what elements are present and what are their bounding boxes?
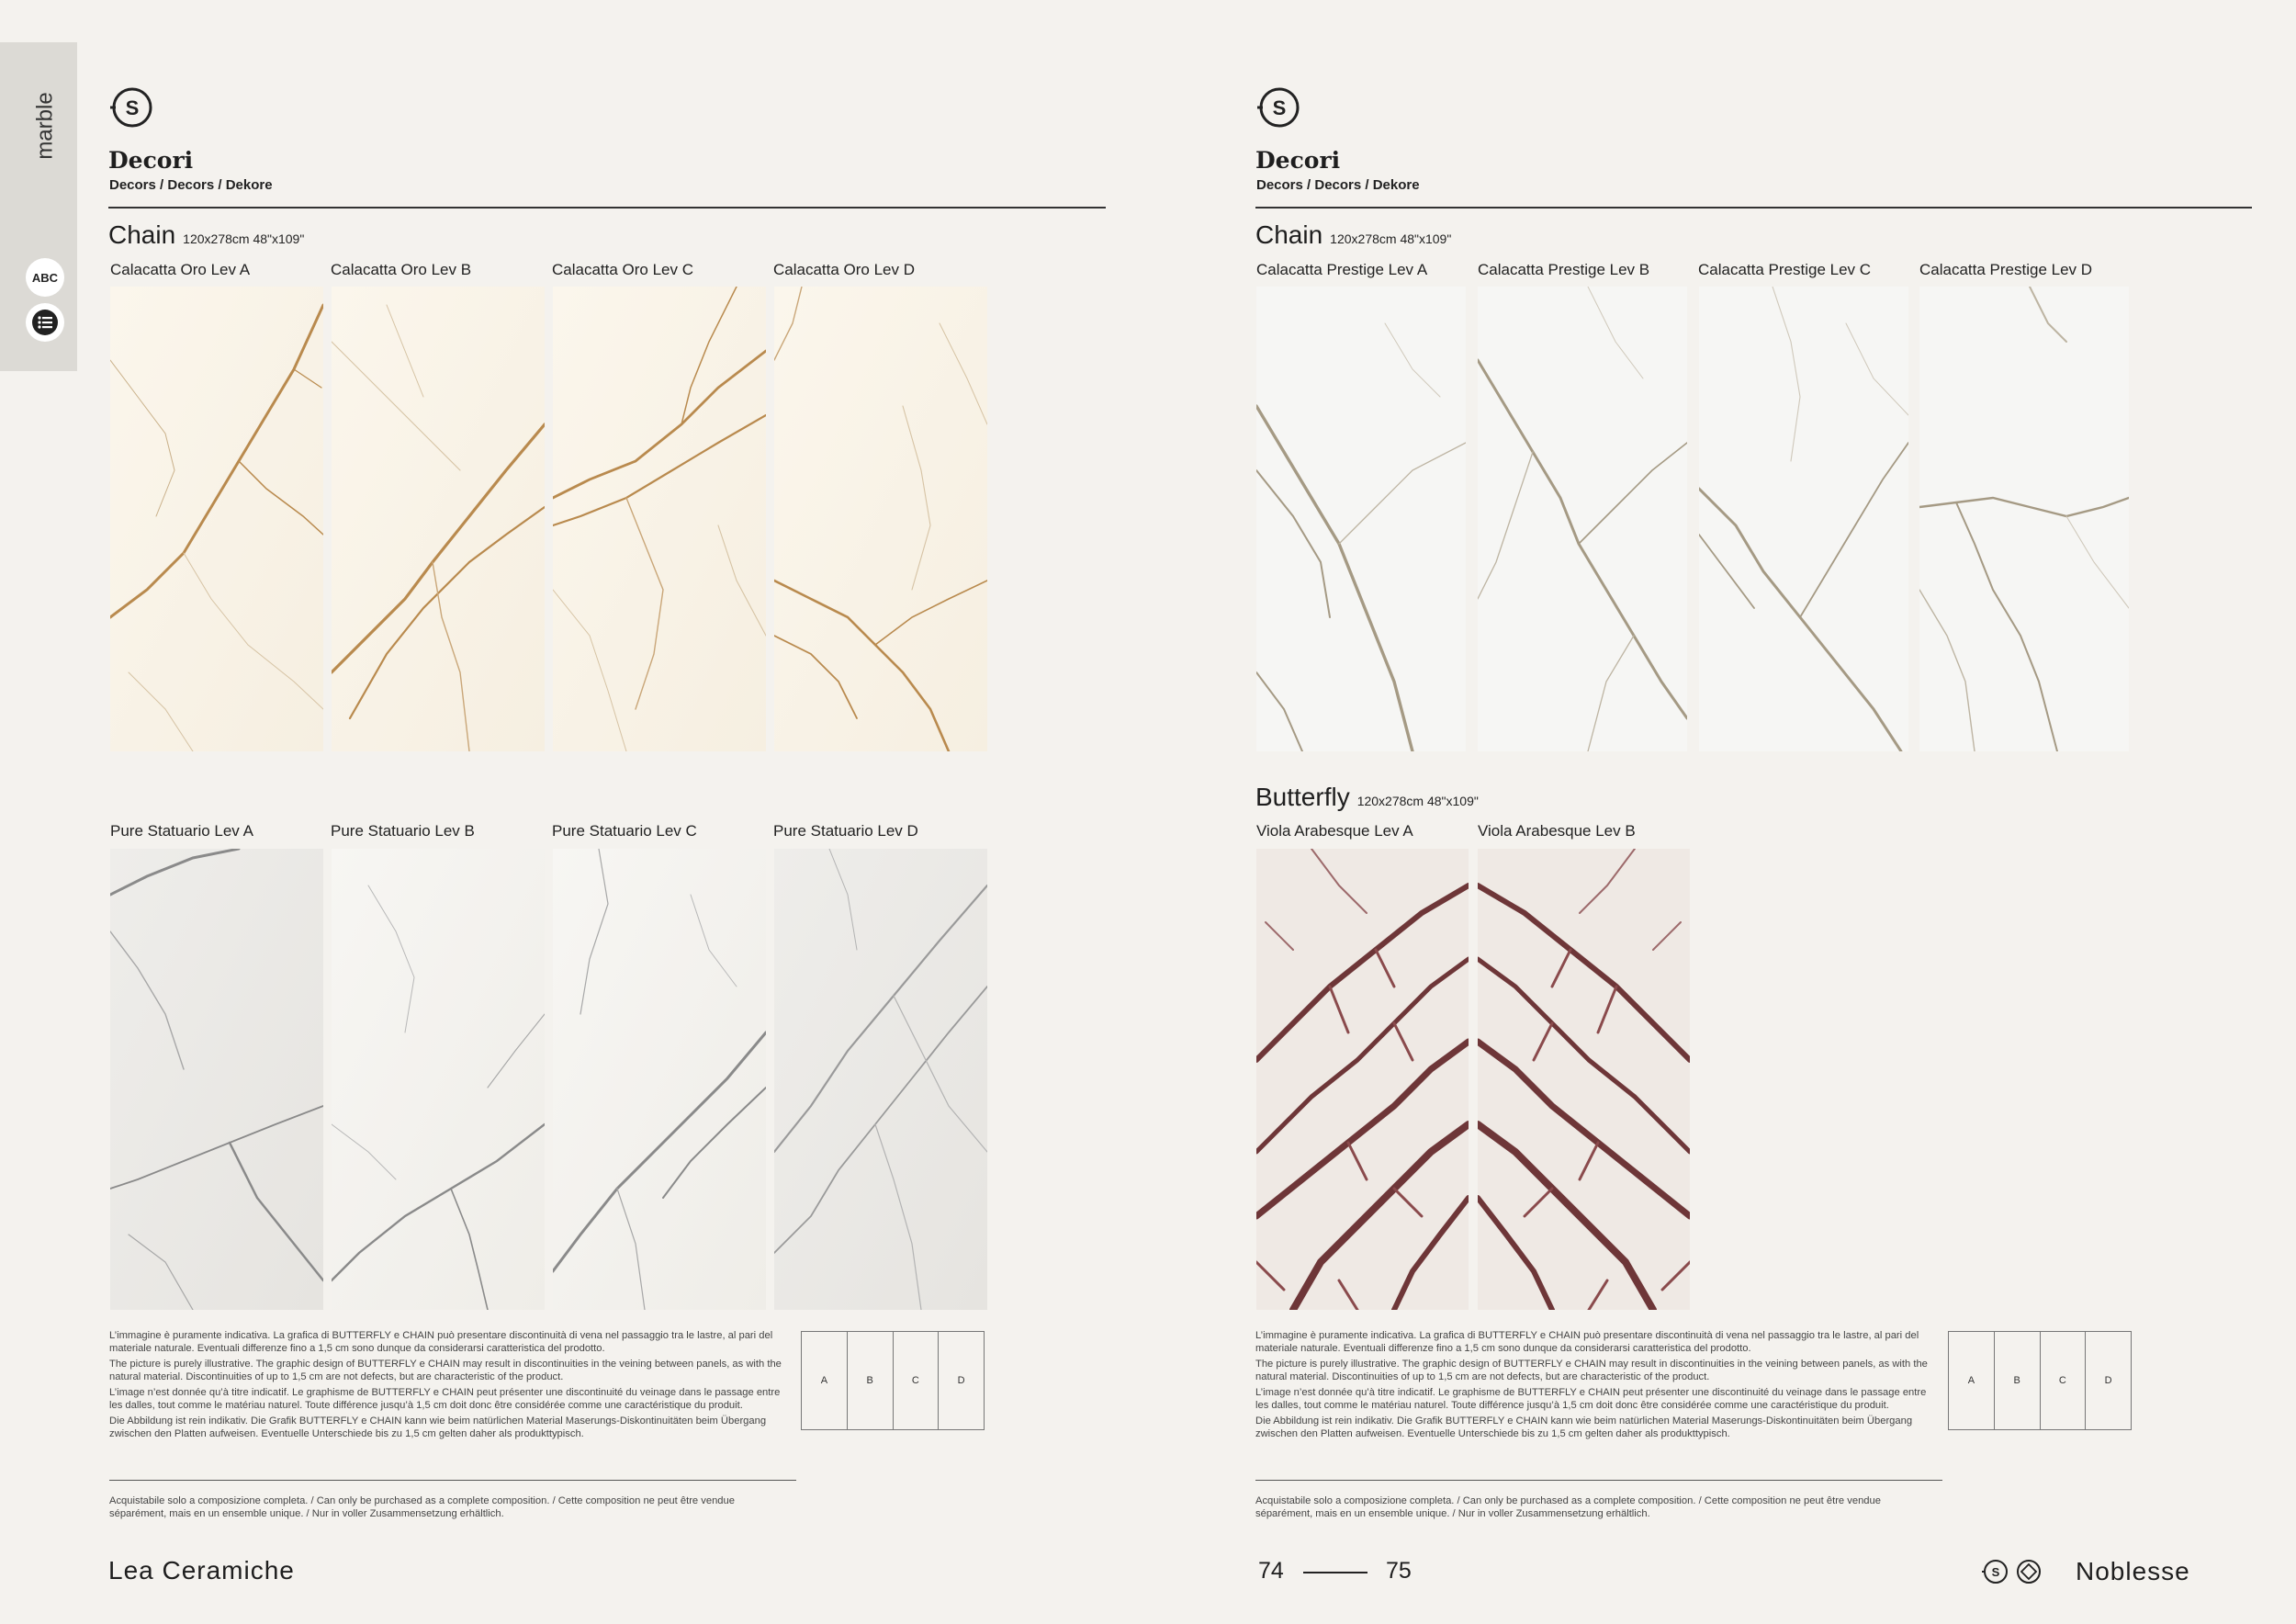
page-title: Decori (1255, 147, 1341, 174)
marble-tile-calacatta-prestige-a[interactable] (1256, 287, 1466, 751)
panel-c: C (2041, 1332, 2087, 1429)
disclaimer-en: The picture is purely illustrative. The graphic design of BUTTERFLY e CHAIN may result in discontinuities in the veining between panels, as with the natural material. Discontinuities of up to 1,5 cm are not defects, but are characteristic of the product. (1255, 1359, 1928, 1382)
svg-text:S: S (125, 96, 140, 119)
disclaimer-de: Die Abbildung ist rein indikativ. Die Grafik BUTTERFLY e CHAIN kann wie beim natürlichen Material Maserungs-Diskontinuitäten beim Übergang zwischen den Platten aufweisen. Eventuelle Unterschiede bis zu 1,5 cm gelten daher als produkttypisch. (109, 1415, 767, 1439)
disclaimer-text (1255, 1330, 1935, 1444)
svg-text:S: S (1991, 1565, 2000, 1579)
brand-s-logo-icon (1255, 85, 1301, 130)
tile-label: Calacatta Prestige Lev D (1919, 261, 2093, 278)
abc-button[interactable] (26, 258, 64, 297)
composition-diagram (801, 1331, 985, 1430)
tile-label: Viola Arabesque Lev B (1478, 822, 1636, 840)
brand-name: Lea Ceramiche (108, 1556, 295, 1585)
marble-tile-calacatta-oro-c[interactable] (553, 287, 766, 751)
marble-tile-calacatta-prestige-c[interactable] (1699, 287, 1908, 751)
category-label: marble (33, 92, 59, 160)
disclaimer-it: L’immagine è puramente indicativa. La grafica di BUTTERFLY e CHAIN può presentare discontinuità di vena nel passaggio tra le lastre, al pari del materiale naturale. Eventuali differenze fino a 1,5 cm sono dunque da considerarsi caratteristica del prodotto. (109, 1330, 773, 1354)
section-name: Chain (1255, 220, 1323, 249)
marble-tile-calacatta-prestige-d[interactable] (1919, 287, 2129, 751)
tile-label: Calacatta Prestige Lev A (1256, 261, 1428, 278)
brand-s-logo-icon (108, 85, 154, 130)
panel-b: B (1995, 1332, 2041, 1429)
divider (109, 1480, 796, 1481)
disclaimer-fr: L’image n’est donnée qu’à titre indicatif. Le graphisme de BUTTERFLY e CHAIN peut présenter une discontinuité du veinage dans le passage entre les dalles, tout comme le matériau naturel. Toute différence jusqu’à 1,5 cm doit donc être considérée comme une caractéristique du produit. (109, 1387, 781, 1411)
panel-c: C (894, 1332, 940, 1429)
section-heading (1255, 220, 1451, 250)
page-subtitle: Decors / Decors / Dekore (109, 177, 273, 193)
panel-d: D (2104, 1375, 2112, 1386)
section-dims: 120x278cm 48"x109" (183, 231, 305, 246)
divider (1255, 1480, 1942, 1481)
page-title: Decori (108, 147, 194, 174)
tile-label: Pure Statuario Lev B (331, 822, 475, 840)
tile-label: Pure Statuario Lev A (110, 822, 253, 840)
marble-tile-pure-statuario-a[interactable] (110, 849, 323, 1310)
section-dims: 120x278cm 48"x109" (1356, 794, 1479, 808)
marble-tile-calacatta-prestige-b[interactable] (1478, 287, 1687, 751)
svg-text:S: S (1272, 96, 1287, 119)
tile-label: Calacatta Oro Lev C (552, 261, 694, 278)
s-collection-icon (1980, 1557, 2009, 1586)
disclaimer-fr: L’image n’est donnée qu’à titre indicatif. Le graphisme de BUTTERFLY e CHAIN peut présenter une discontinuité du veinage dans le passage entre les dalles, tout comme le matériau naturel. Toute différence jusqu’à 1,5 cm doit donc être considérée comme une caractéristique du produit. (1255, 1387, 1927, 1411)
page-number-right: 75 (1386, 1558, 1412, 1584)
marble-tile-calacatta-oro-a[interactable] (110, 287, 323, 751)
diamond-finish-icon (2014, 1557, 2043, 1586)
panel-d: D (957, 1375, 965, 1386)
disclaimer-de: Die Abbildung ist rein indikativ. Die Grafik BUTTERFLY e CHAIN kann wie beim natürlichen Material Maserungs-Diskontinuitäten beim Übergang zwischen den Platten aufweisen. Eventuelle Unterschiede bis zu 1,5 cm gelten daher als produkttypisch. (1255, 1415, 1913, 1439)
tile-label: Calacatta Oro Lev A (110, 261, 251, 278)
tile-label: Viola Arabesque Lev A (1256, 822, 1413, 840)
disclaimer-text (109, 1330, 789, 1444)
composition-diagram (1948, 1331, 2132, 1430)
section-name: Butterfly (1255, 783, 1350, 811)
marble-tile-pure-statuario-d[interactable] (774, 849, 987, 1310)
marble-tile-pure-statuario-b[interactable] (332, 849, 545, 1310)
collection-name: Noblesse (2076, 1557, 2190, 1585)
tile-label: Pure Statuario Lev D (773, 822, 918, 840)
marble-tile-calacatta-oro-d[interactable] (774, 287, 987, 751)
composition-note: Acquistabile solo a composizione completa. / Can only be purchased as a complete composition. / Cette composition ne peut être vendue séparément, mais en un ensemble unique. / Nur in voller Zusammensetzung erhältlich. (1255, 1495, 1881, 1519)
tile-label: Calacatta Oro Lev B (331, 261, 472, 278)
panel-a: A (1949, 1332, 1995, 1429)
tile-label: Pure Statuario Lev C (552, 822, 697, 840)
section-dims: 120x278cm 48"x109" (1330, 231, 1452, 246)
disclaimer-it: L’immagine è puramente indicativa. La grafica di BUTTERFLY e CHAIN può presentare discontinuità di vena nel passaggio tra le lastre, al pari del materiale naturale. Eventuali differenze fino a 1,5 cm sono dunque da considerarsi caratteristica del prodotto. (1255, 1330, 1919, 1354)
divider (108, 207, 1106, 209)
list-button[interactable] (26, 303, 64, 342)
marble-tile-viola-arabesque-b[interactable] (1478, 849, 1690, 1310)
panel-b: B (848, 1332, 894, 1429)
tile-label: Calacatta Prestige Lev C (1698, 261, 1872, 278)
marble-tile-calacatta-oro-b[interactable] (332, 287, 545, 751)
marble-tile-pure-statuario-c[interactable] (553, 849, 766, 1310)
abc-icon: ABC (31, 270, 59, 285)
tile-label: Calacatta Oro Lev D (773, 261, 916, 278)
marble-tile-viola-arabesque-a[interactable] (1256, 849, 1469, 1310)
section-heading (1255, 783, 1479, 812)
divider (1255, 207, 2252, 209)
panel-a: A (802, 1332, 848, 1429)
page-subtitle: Decors / Decors / Dekore (1256, 177, 1420, 193)
composition-note: Acquistabile solo a composizione completa. / Can only be purchased as a complete composition. / Cette composition ne peut être vendue séparément, mais en un ensemble unique. / Nur in voller Zusammensetzung erhältlich. (109, 1495, 735, 1519)
tile-label: Calacatta Prestige Lev B (1478, 261, 1650, 278)
section-heading (108, 220, 304, 250)
disclaimer-en: The picture is purely illustrative. The graphic design of BUTTERFLY e CHAIN may result in discontinuities in the veining between panels, as with the natural material. Discontinuities of up to 1,5 cm are not defects, but are characteristic of the product. (109, 1359, 782, 1382)
list-icon (31, 309, 59, 336)
page-separator (1303, 1572, 1367, 1573)
page-number-left: 74 (1258, 1558, 1284, 1584)
section-name: Chain (108, 220, 176, 249)
